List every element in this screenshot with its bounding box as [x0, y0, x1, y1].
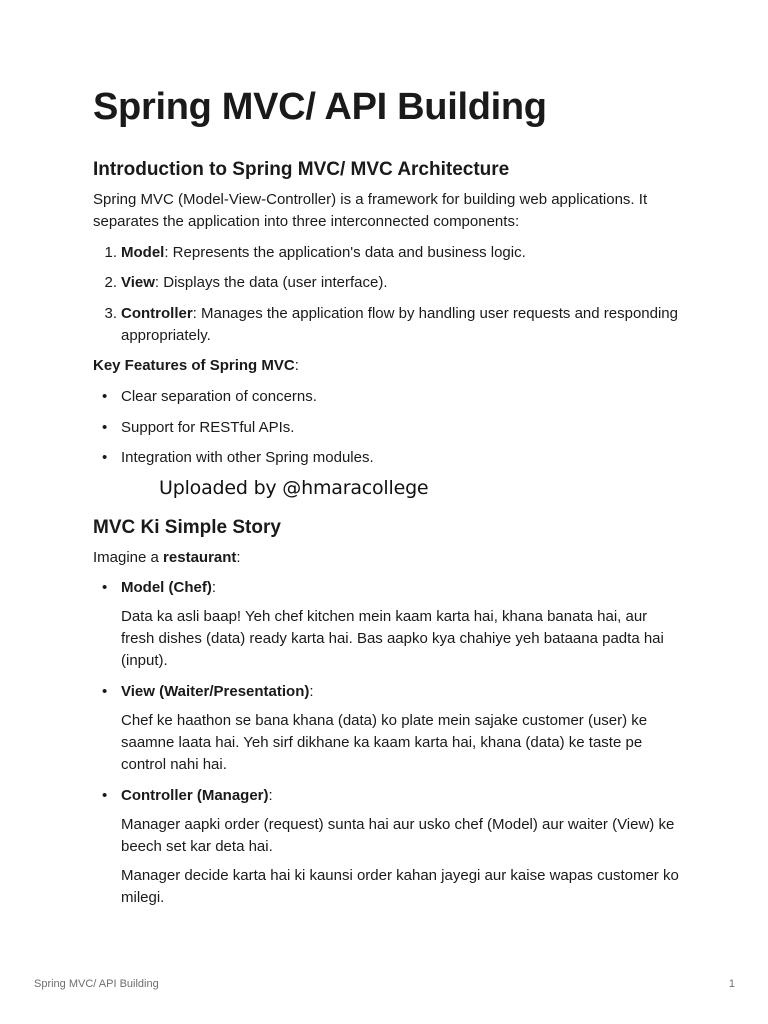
- item-description: Manager decide karta hai ki kaunsi order kahan jayegi aur kaise wapas customer ko milegi.: [121, 867, 679, 906]
- list-term: Model: [121, 244, 165, 261]
- list-item: • Controller (Manager):: [121, 785, 681, 807]
- list-item: • Clear separation of concerns.: [121, 386, 681, 408]
- page-title: Spring MVC/ API Building: [93, 86, 547, 128]
- features-label: Key Features of Spring MVC:: [93, 357, 299, 374]
- bullet-icon: •: [102, 419, 108, 436]
- list-item: • Model (Chef):: [121, 577, 681, 599]
- bullet-icon: •: [102, 579, 108, 596]
- list-item: • Support for RESTful APIs.: [121, 417, 681, 439]
- list-item: 1. Model: Represents the application's data and business logic.: [104, 244, 526, 261]
- list-term: View: [121, 274, 155, 291]
- story-intro: Imagine a restaurant:: [93, 549, 241, 566]
- item-description: Manager aapki order (request) sunta hai aur usko chef (Model) aur waiter (View) ke beech set kar deta hai.: [121, 816, 675, 855]
- list-term: Controller: [121, 305, 193, 322]
- bullet-icon: •: [102, 388, 108, 405]
- list-item: 2. View: Displays the data (user interface).: [104, 274, 388, 291]
- bullet-icon: •: [102, 787, 108, 804]
- bullet-icon: •: [102, 683, 108, 700]
- section-heading-story: MVC Ki Simple Story: [93, 517, 281, 538]
- list-item: • Integration with other Spring modules.: [121, 447, 681, 469]
- item-description: Data ka asli baap! Yeh chef kitchen mein kaam karta hai, khana banata hai, aur fresh dishes (data) ready karta hai. Bas aapko kya chahiye yeh bataana padta hai (input).: [121, 608, 664, 669]
- section-heading-intro: Introduction to Spring MVC/ MVC Architecture: [93, 159, 510, 180]
- bullet-icon: •: [102, 449, 108, 466]
- intro-paragraph: Spring MVC (Model-View-Controller) is a framework for building web applications. It separates the application into three interconnected components:: [93, 191, 648, 230]
- footer-title: Spring MVC/ API Building: [34, 978, 159, 990]
- list-item: 3. Controller: Manages the application flow by handling user requests and responding appropriately.: [104, 305, 678, 344]
- item-description: Chef ke haathon se bana khana (data) ko plate mein sajake customer (user) ke saamne laata hai. Yeh sirf dikhane ka kaam karta hai, khana (data) ke taste pe control nahi hai.: [121, 712, 648, 773]
- page-number: 1: [728, 978, 735, 990]
- upload-watermark: Uploaded by @hmaracollege: [159, 477, 429, 499]
- list-item: • View (Waiter/Presentation):: [121, 681, 681, 703]
